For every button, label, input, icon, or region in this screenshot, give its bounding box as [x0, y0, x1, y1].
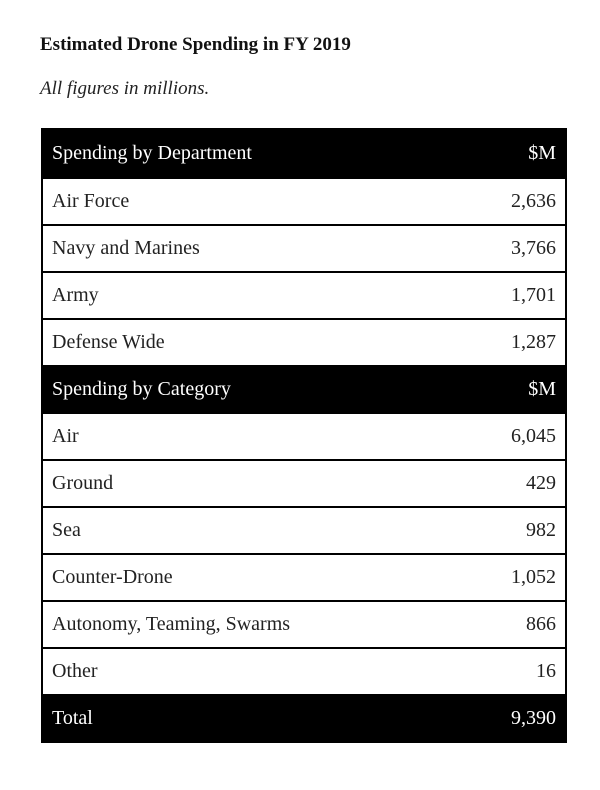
table-row: [43, 506, 565, 553]
table-row: [43, 459, 565, 506]
row-value: 866: [526, 613, 556, 635]
row-label: Sea: [52, 519, 81, 541]
row-value: 2,636: [511, 190, 556, 212]
department-header-row: [43, 130, 565, 177]
page-title: Estimated Drone Spending in FY 2019: [40, 34, 351, 55]
row-value: 982: [526, 519, 556, 541]
row-value: 1,287: [511, 331, 556, 353]
row-value: 429: [526, 472, 556, 494]
row-label: Other: [52, 660, 98, 682]
row-value: 6,045: [511, 425, 556, 447]
row-value: 3,766: [511, 237, 556, 259]
page-subtitle: All figures in millions.: [40, 78, 210, 99]
table-row: [43, 318, 565, 365]
row-label: Air Force: [52, 190, 130, 212]
table-row: [43, 224, 565, 271]
row-label: Ground: [52, 472, 114, 494]
total-row: [43, 694, 565, 741]
spending-table: [41, 128, 567, 743]
total-value: 9,390: [511, 707, 556, 729]
table-row: [43, 553, 565, 600]
row-label: Air: [52, 425, 79, 447]
total-label: Total: [52, 707, 93, 729]
table-row: [43, 412, 565, 459]
table-row: [43, 600, 565, 647]
row-value: 16: [536, 660, 556, 682]
row-label: Counter-Drone: [52, 566, 173, 588]
department-header-unit: $M: [528, 142, 556, 164]
department-header-label: Spending by Department: [52, 142, 252, 164]
row-label: Army: [52, 284, 99, 306]
table-row: [43, 271, 565, 318]
row-label: Defense Wide: [52, 331, 165, 353]
category-header-label: Spending by Category: [52, 378, 231, 400]
category-header-row: [43, 365, 565, 412]
category-header-unit: $M: [528, 378, 556, 400]
row-value: 1,701: [511, 284, 556, 306]
row-value: 1,052: [511, 566, 556, 588]
table-row: [43, 647, 565, 694]
row-label: Autonomy, Teaming, Swarms: [52, 613, 291, 635]
table-row: [43, 177, 565, 224]
row-label: Navy and Marines: [52, 237, 200, 259]
